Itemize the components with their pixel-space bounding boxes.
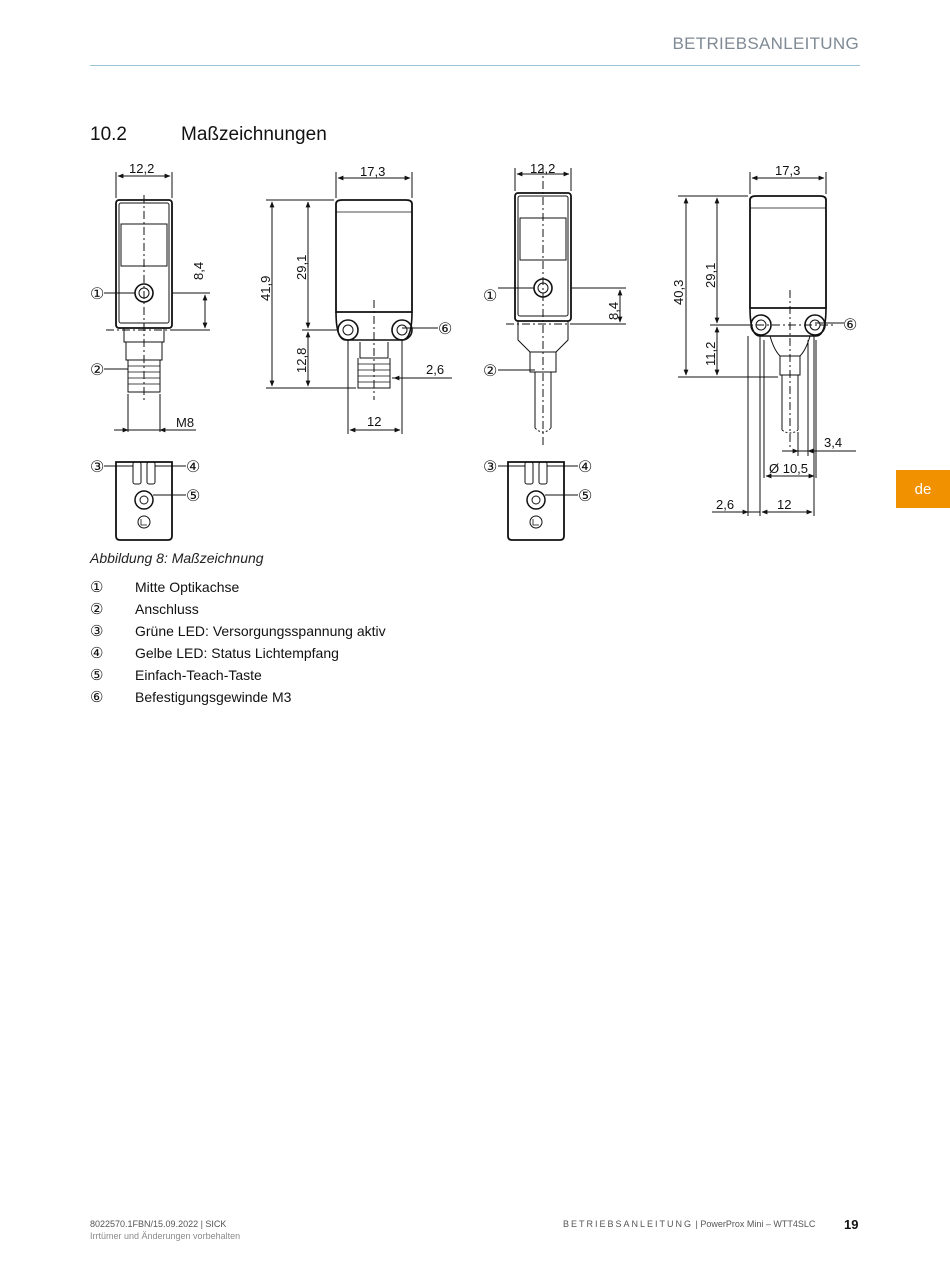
dim-width-12-2-cable: 12,2 bbox=[530, 161, 556, 176]
footer-product: | PowerProx Mini – WTT4SLC bbox=[693, 1219, 816, 1229]
header-title: BETRIEBSANLEITUNG bbox=[672, 34, 859, 53]
legend-text: Grüne LED: Versorgungsspannung aktiv bbox=[135, 623, 386, 639]
dim-height-8-4: 8,4 bbox=[191, 261, 206, 280]
dim-offset-2-6: 2,6 bbox=[426, 362, 445, 377]
footer-doc-info bbox=[563, 1219, 815, 1229]
header-divider bbox=[90, 65, 860, 66]
dim-height-8-4-cable: 8,4 bbox=[606, 301, 621, 320]
legend-text: Anschluss bbox=[135, 601, 199, 617]
marker-1: ① bbox=[90, 286, 105, 303]
legend-item bbox=[90, 642, 386, 664]
side-view-connector bbox=[266, 172, 452, 434]
top-view-connector bbox=[104, 462, 186, 540]
footer-doc-label: BETRIEBSANLEITUNG bbox=[563, 1219, 694, 1229]
legend-item bbox=[90, 664, 386, 686]
dim-height-11-2: 11,2 bbox=[703, 341, 718, 366]
legend-item bbox=[90, 598, 386, 620]
marker-6-cable: ⑥ bbox=[843, 317, 858, 334]
marker-2: ② bbox=[90, 362, 105, 379]
marker-1-cable: ① bbox=[483, 288, 498, 305]
marker-3-cable: ③ bbox=[483, 459, 498, 476]
marker-3: ③ bbox=[90, 459, 105, 476]
front-view-connector bbox=[104, 172, 210, 432]
top-view-cable bbox=[498, 462, 578, 540]
dim-offset-3-4: 3,4 bbox=[824, 435, 843, 450]
marker-5-cable: ⑤ bbox=[578, 488, 593, 505]
legend-text: Einfach-Teach-Taste bbox=[135, 667, 262, 683]
dim-diameter-10-5: Ø 10,5 bbox=[769, 461, 809, 476]
marker-4-cable: ④ bbox=[578, 459, 593, 476]
legend-number: ② bbox=[90, 601, 104, 618]
legend-number: ④ bbox=[90, 645, 104, 662]
dim-spacing-12: 12 bbox=[367, 414, 382, 429]
dim-offset-2-6-cable: 2,6 bbox=[716, 497, 735, 512]
language-tab[interactable]: de bbox=[896, 470, 950, 508]
dim-spacing-12-cable: 12 bbox=[777, 497, 792, 512]
footer-disclaimer: Irrtümer und Änderungen vorbehalten bbox=[90, 1231, 241, 1241]
dim-width-17-3-cable: 17,3 bbox=[775, 163, 801, 178]
footer-doc-id: 8022570.1FBN/15.09.2022 | SICK bbox=[90, 1219, 227, 1229]
legend-number: ③ bbox=[90, 623, 104, 640]
marker-4: ④ bbox=[186, 459, 201, 476]
legend-item bbox=[90, 620, 386, 642]
dim-height-29-1-cable: 29,1 bbox=[703, 262, 718, 288]
legend-number: ① bbox=[90, 579, 104, 596]
marker-5: ⑤ bbox=[186, 488, 201, 505]
legend-number: ⑤ bbox=[90, 667, 104, 684]
dim-width-17-3: 17,3 bbox=[360, 164, 386, 179]
legend-item bbox=[90, 686, 386, 708]
legend-text: Befestigungsgewinde M3 bbox=[135, 689, 292, 705]
dimension-drawing bbox=[0, 150, 880, 550]
legend-number: ⑥ bbox=[90, 689, 104, 706]
dim-height-12-8: 12,8 bbox=[294, 347, 309, 373]
dim-thread-m8: M8 bbox=[176, 415, 195, 430]
section-number: 10.2 bbox=[90, 124, 127, 145]
dim-height-41-9: 41,9 bbox=[258, 275, 273, 301]
figure-caption: Abbildung 8: Maßzeichnung bbox=[90, 550, 264, 566]
footer-left bbox=[90, 1218, 240, 1242]
legend-item bbox=[90, 576, 386, 598]
legend-list bbox=[90, 576, 386, 708]
dim-width-12-2: 12,2 bbox=[129, 161, 155, 176]
marker-6: ⑥ bbox=[438, 321, 453, 338]
dim-height-29-1: 29,1 bbox=[294, 254, 309, 280]
section-title: Maßzeichnungen bbox=[181, 124, 327, 145]
legend-text: Gelbe LED: Status Lichtempfang bbox=[135, 645, 339, 661]
legend-text: Mitte Optikachse bbox=[135, 579, 240, 595]
dim-height-40-3: 40,3 bbox=[671, 279, 686, 305]
page-number: 19 bbox=[844, 1217, 859, 1232]
marker-2-cable: ② bbox=[483, 363, 498, 380]
